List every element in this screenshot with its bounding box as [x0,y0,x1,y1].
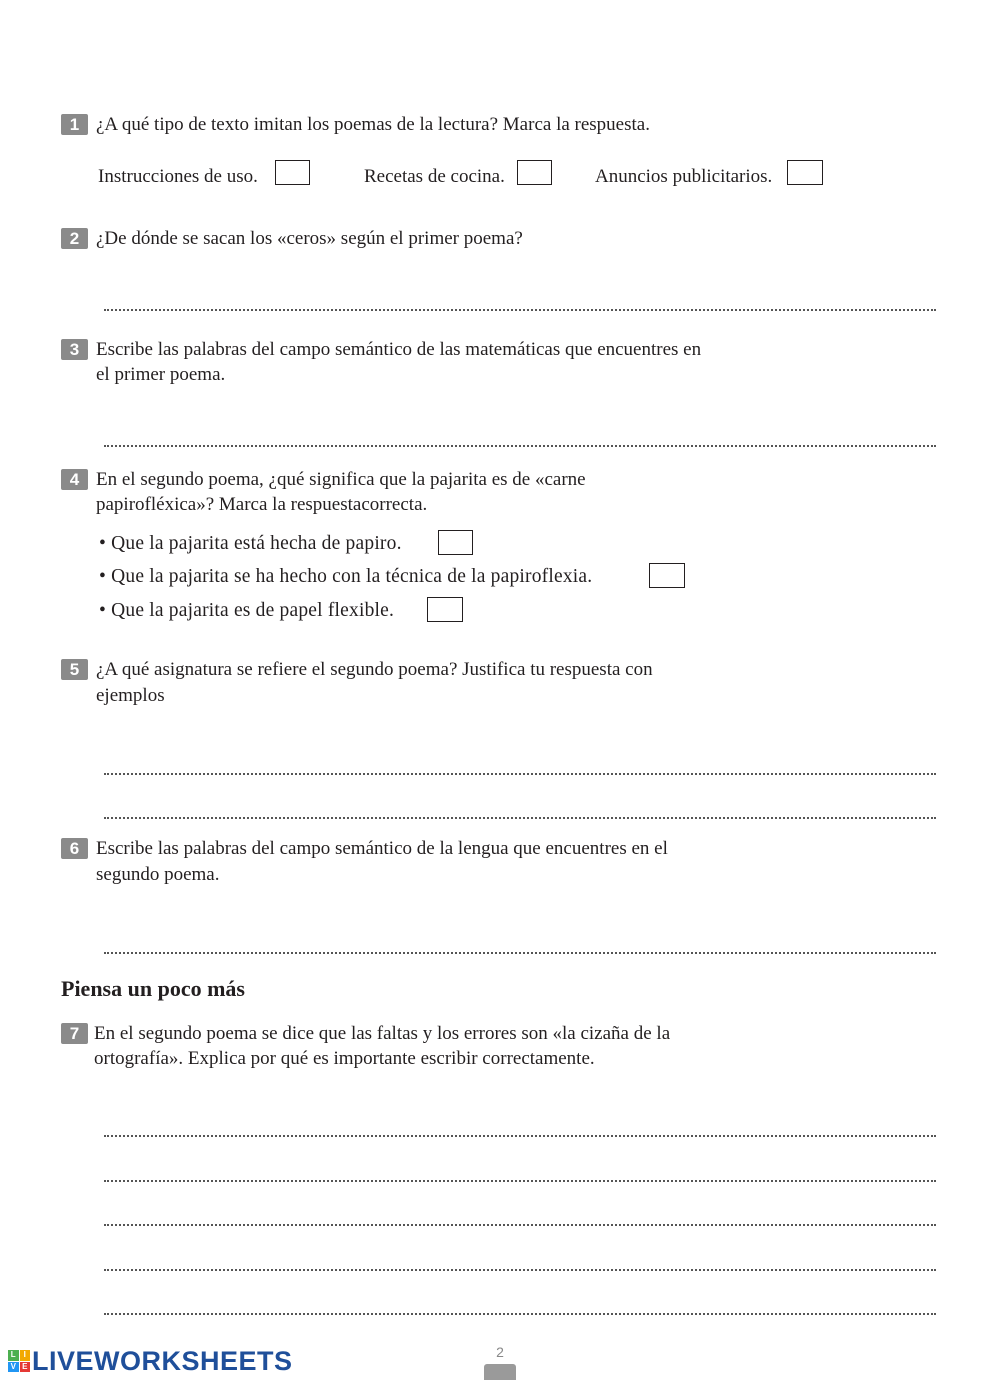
question-number-1: 1 [61,114,88,135]
question-7-line2: ortografía». Explica por qué es importante escribir correctamente. [94,1048,595,1069]
question-5-line1: ¿A qué asignatura se refiere el segundo poema? Justifica tu respuesta con [96,659,653,680]
question-number-2: 2 [61,228,88,249]
question-6-line1: Escribe las palabras del campo semántico de la lengua que encuentres en el [96,838,668,859]
liveworksheets-logo[interactable] [8,1346,293,1376]
option-papiroflexia: • Que la pajarita se ha hecho con la técnica de la papiroflexia. [99,566,593,587]
answer-line-q5-1[interactable] [104,773,936,775]
answer-line-q5-2[interactable] [104,817,936,819]
logo-mark-icon [8,1350,30,1372]
question-3-line1: Escribe las palabras del campo semántico de las matemáticas que encuentres en [96,339,702,360]
checkbox-instrucciones[interactable] [275,160,310,185]
question-7-line1: En el segundo poema se dice que las faltas y los errores son «la cizaña de la [94,1023,671,1044]
page-number: 2 [496,1344,504,1360]
option-papiro: • Que la pajarita está hecha de papiro. [99,533,402,554]
answer-line-q7-4[interactable] [104,1269,936,1271]
logo-mark-letter: L [8,1350,19,1361]
option-recetas: Recetas de cocina. [364,166,505,187]
checkbox-anuncios[interactable] [787,160,823,185]
answer-line-q2[interactable] [104,309,936,311]
question-6-line2: segundo poema. [96,864,220,885]
answer-line-q7-3[interactable] [104,1224,936,1226]
checkbox-papel-flexible[interactable] [427,597,463,622]
question-4-line2: papirofléxica»? Marca la respuestacorrecta. [96,494,428,515]
answer-line-q7-5[interactable] [104,1313,936,1315]
answer-line-q3[interactable] [104,445,936,447]
checkbox-papiroflexia[interactable] [649,563,685,588]
option-anuncios: Anuncios publicitarios. [595,166,773,187]
option-papel-flexible: • Que la pajarita es de papel flexible. [99,600,395,621]
answer-line-q6[interactable] [104,952,936,954]
question-3-line2: el primer poema. [96,364,226,385]
question-4-line1: En el segundo poema, ¿qué significa que la pajarita es de «carne [96,469,586,490]
question-number-4: 4 [61,469,88,490]
checkbox-recetas[interactable] [517,160,552,185]
question-1-text: ¿A qué tipo de texto imitan los poemas de la lectura? Marca la respuesta. [96,114,650,135]
question-number-5: 5 [61,659,88,680]
checkbox-papiro[interactable] [438,530,473,555]
option-instrucciones: Instrucciones de uso. [98,166,258,187]
page-tab[interactable] [484,1364,516,1380]
logo-mark-letter: V [8,1362,19,1373]
question-5-line2: ejemplos [96,685,165,706]
section-heading: Piensa un poco más [61,976,245,1001]
logo-mark-letter: E [20,1362,31,1373]
question-2-text: ¿De dónde se sacan los «ceros» según el primer poema? [96,228,523,249]
question-number-7: 7 [61,1023,88,1044]
answer-line-q7-2[interactable] [104,1180,936,1182]
logo-mark-letter: I [20,1350,31,1361]
question-number-3: 3 [61,339,88,360]
question-number-6: 6 [61,838,88,859]
logo-text: LIVEWORKSHEETS [32,1345,293,1376]
answer-line-q7-1[interactable] [104,1135,936,1137]
